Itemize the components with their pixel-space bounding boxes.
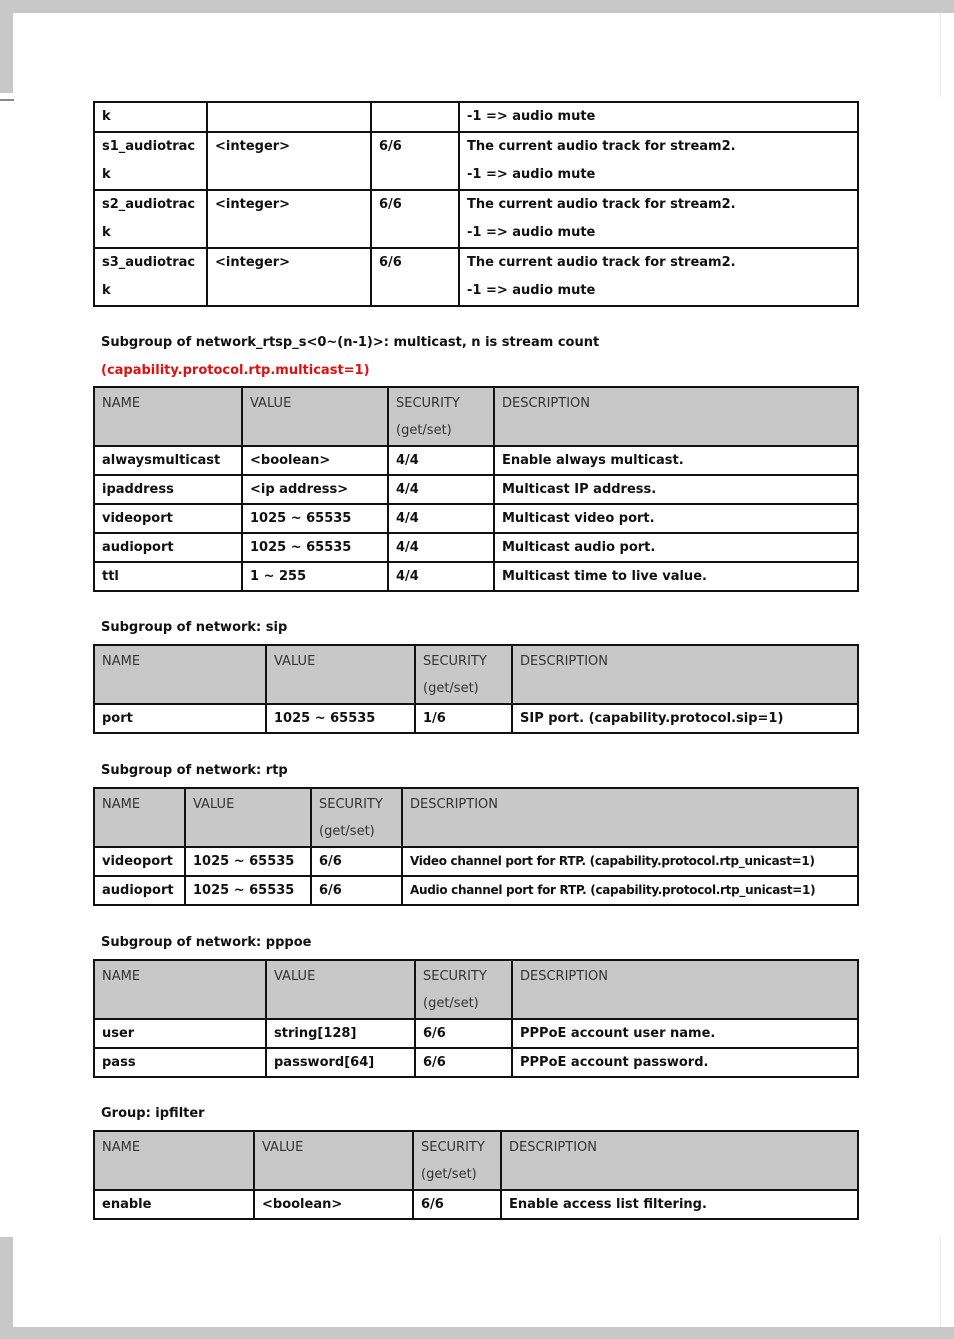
table-header-row: [94, 387, 858, 446]
cell-description: [459, 190, 858, 248]
desc-line: -1 => audio mute: [467, 283, 596, 298]
table-row: [94, 248, 858, 306]
sip-heading: Subgroup of network: sip: [101, 620, 288, 635]
header-description: DESCRIPTION: [512, 645, 858, 704]
cell-description: PPPoE account password.: [512, 1048, 858, 1077]
name-line: s2_audiotrac: [102, 197, 196, 212]
cell-description: SIP port. (capability.protocol.sip=1): [512, 704, 858, 733]
header-description: DESCRIPTION: [501, 1131, 858, 1190]
table-row: [94, 1048, 858, 1077]
cell-name: [94, 132, 207, 190]
page-frame-right-top: [940, 13, 941, 97]
cell-description: PPPoE account user name.: [512, 1019, 858, 1048]
header-security-line: SECURITY: [423, 969, 487, 984]
multicast-heading: Subgroup of network_rtsp_s<0~(n-1)>: multicast, n is stream count: [101, 335, 600, 350]
header-security-line: (get/set): [423, 681, 479, 696]
header-security-line: SECURITY: [421, 1140, 485, 1155]
cell-value: 1025 ~ 65535: [242, 533, 388, 562]
header-name: NAME: [94, 788, 185, 847]
table-row: [94, 475, 858, 504]
cell-name: pass: [94, 1048, 266, 1077]
cell-name: audioport: [94, 533, 242, 562]
header-security-line: (get/set): [396, 423, 452, 438]
page-frame-top: [0, 0, 954, 13]
table-row: [94, 132, 858, 190]
header-value: VALUE: [266, 960, 415, 1019]
desc-line: -1 => audio mute: [467, 167, 596, 182]
page-frame-left-top: [0, 13, 13, 93]
cell-name: videoport: [94, 504, 242, 533]
cell-name: alwaysmulticast: [94, 446, 242, 475]
table-row: [94, 876, 858, 905]
cell-description: Audio channel port for RTP. (capability.protocol.rtp_unicast=1): [402, 876, 858, 905]
cell-description: Enable always multicast.: [494, 446, 858, 475]
cell-value: 1025 ~ 65535: [185, 876, 311, 905]
cell-value: <integer>: [207, 190, 371, 248]
ipfilter-heading: Group: ipfilter: [101, 1106, 205, 1121]
cell-name: [94, 248, 207, 306]
cell-value: [207, 102, 371, 132]
header-name: NAME: [94, 645, 266, 704]
cell-value: <integer>: [207, 248, 371, 306]
cell-security: 6/6: [311, 847, 402, 876]
cell-name: [94, 190, 207, 248]
multicast-capability-note: (capability.protocol.rtp.multicast=1): [101, 363, 370, 378]
table-row: [94, 704, 858, 733]
cell-description: [459, 248, 858, 306]
rtp-heading: Subgroup of network: rtp: [101, 763, 288, 778]
cell-description: [459, 132, 858, 190]
cell-security: 6/6: [371, 190, 459, 248]
page-frame-left-bottom: [0, 1237, 13, 1327]
cell-description: Multicast IP address.: [494, 475, 858, 504]
pppoe-table: [93, 959, 859, 1078]
header-name: NAME: [94, 1131, 254, 1190]
header-security: [415, 645, 512, 704]
cell-name: user: [94, 1019, 266, 1048]
ipfilter-table: [93, 1130, 859, 1220]
pppoe-heading: Subgroup of network: pppoe: [101, 935, 312, 950]
name-line: k: [102, 167, 111, 182]
cell-name: k: [94, 102, 207, 132]
table-row: [94, 446, 858, 475]
cell-value: <integer>: [207, 132, 371, 190]
cell-name: videoport: [94, 847, 185, 876]
cell-value: string[128]: [266, 1019, 415, 1048]
header-name: NAME: [94, 387, 242, 446]
table-row: [94, 533, 858, 562]
header-value: VALUE: [242, 387, 388, 446]
header-name: NAME: [94, 960, 266, 1019]
cell-value: <boolean>: [254, 1190, 413, 1219]
header-value: VALUE: [254, 1131, 413, 1190]
cell-value: password[64]: [266, 1048, 415, 1077]
page-frame-bottom: [0, 1327, 954, 1339]
cell-name: ipaddress: [94, 475, 242, 504]
page-frame-rule: [0, 99, 14, 101]
header-security: [415, 960, 512, 1019]
desc-line: The current audio track for stream2.: [467, 139, 736, 154]
cell-security: 6/6: [413, 1190, 501, 1219]
multicast-table: [93, 386, 859, 592]
cell-name: audioport: [94, 876, 185, 905]
page-frame-right-bottom: [940, 1237, 941, 1327]
cell-security: 4/4: [388, 475, 494, 504]
table-row: [94, 1019, 858, 1048]
header-security: [388, 387, 494, 446]
header-value: VALUE: [266, 645, 415, 704]
table-row: [94, 504, 858, 533]
desc-line: The current audio track for stream2.: [467, 197, 736, 212]
header-security: [413, 1131, 501, 1190]
sip-table: [93, 644, 859, 734]
cell-value: 1025 ~ 65535: [185, 847, 311, 876]
cell-description: Enable access list filtering.: [501, 1190, 858, 1219]
table-header-row: [94, 645, 858, 704]
cell-value: 1025 ~ 65535: [242, 504, 388, 533]
name-line: k: [102, 283, 111, 298]
table-row: [94, 102, 858, 132]
header-security-line: (get/set): [421, 1167, 477, 1182]
cell-security: 6/6: [415, 1048, 512, 1077]
name-line: k: [102, 225, 111, 240]
name-line: s1_audiotrac: [102, 139, 196, 154]
header-security-line: (get/set): [319, 824, 375, 839]
header-description: DESCRIPTION: [494, 387, 858, 446]
cell-name: port: [94, 704, 266, 733]
cell-description: Multicast audio port.: [494, 533, 858, 562]
cell-value: 1 ~ 255: [242, 562, 388, 591]
cell-security: 4/4: [388, 504, 494, 533]
name-line: s3_audiotrac: [102, 255, 196, 270]
header-security: [311, 788, 402, 847]
table-row: [94, 1190, 858, 1219]
cell-description: Video channel port for RTP. (capability.protocol.rtp_unicast=1): [402, 847, 858, 876]
cell-description: -1 => audio mute: [459, 102, 858, 132]
cell-security: [371, 102, 459, 132]
header-security-line: (get/set): [423, 996, 479, 1011]
audiotrack-table: [93, 101, 859, 307]
cell-security: 4/4: [388, 562, 494, 591]
table-row: [94, 847, 858, 876]
cell-value: 1025 ~ 65535: [266, 704, 415, 733]
header-description: DESCRIPTION: [402, 788, 858, 847]
desc-line: The current audio track for stream2.: [467, 255, 736, 270]
table-row: [94, 562, 858, 591]
header-security-line: SECURITY: [396, 396, 460, 411]
cell-name: enable: [94, 1190, 254, 1219]
cell-security: 6/6: [371, 132, 459, 190]
cell-value: <boolean>: [242, 446, 388, 475]
header-security-line: SECURITY: [423, 654, 487, 669]
cell-security: 4/4: [388, 446, 494, 475]
table-header-row: [94, 1131, 858, 1190]
table-header-row: [94, 960, 858, 1019]
cell-security: 6/6: [371, 248, 459, 306]
cell-security: 4/4: [388, 533, 494, 562]
cell-name: ttl: [94, 562, 242, 591]
header-description: DESCRIPTION: [512, 960, 858, 1019]
cell-security: 6/6: [415, 1019, 512, 1048]
cell-description: Multicast video port.: [494, 504, 858, 533]
header-value: VALUE: [185, 788, 311, 847]
table-row: [94, 190, 858, 248]
cell-security: 6/6: [311, 876, 402, 905]
cell-description: Multicast time to live value.: [494, 562, 858, 591]
rtp-table: [93, 787, 859, 906]
cell-value: <ip address>: [242, 475, 388, 504]
table-header-row: [94, 788, 858, 847]
desc-line: -1 => audio mute: [467, 225, 596, 240]
cell-security: 1/6: [415, 704, 512, 733]
header-security-line: SECURITY: [319, 797, 383, 812]
